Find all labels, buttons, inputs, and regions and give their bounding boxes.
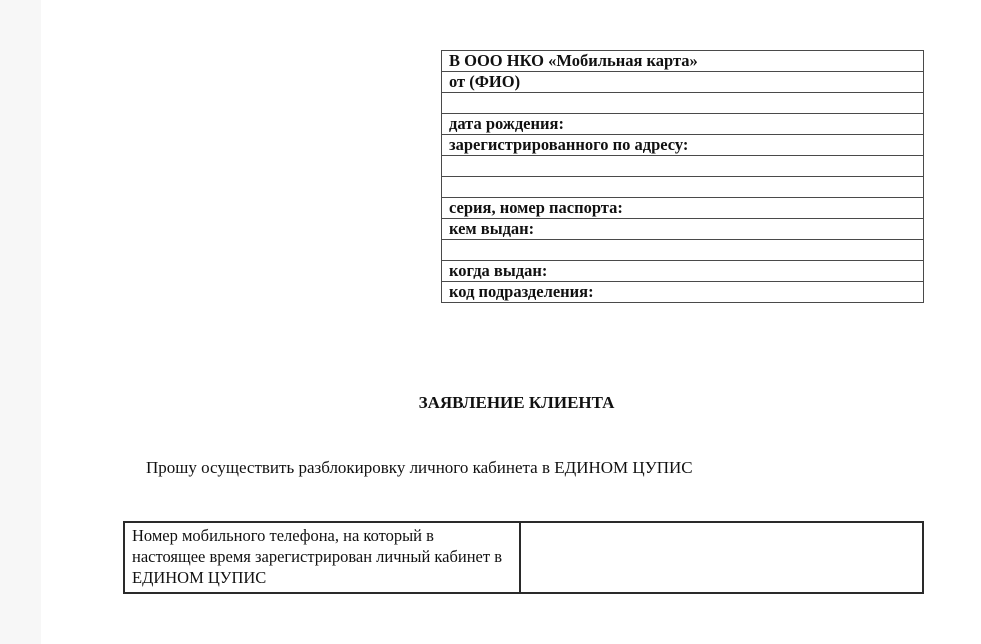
fio-blank-line — [442, 93, 924, 114]
header-row-address-blank-2 — [442, 177, 924, 198]
address-blank-line — [442, 177, 924, 198]
header-row-address — [442, 135, 924, 156]
request-text: Прошу осуществить разблокировку личного кабинета в ЕДИНОМ ЦУПИС — [146, 458, 693, 477]
header-row-issue-date — [442, 261, 924, 282]
phone-number-table — [123, 521, 924, 594]
issued-by-field: кем выдан: — [442, 219, 924, 240]
address-blank-line — [442, 156, 924, 177]
phone-number-row — [124, 522, 923, 593]
phone-number-value — [520, 522, 923, 593]
issued-by-blank-line — [442, 240, 924, 261]
issue-date-field: когда выдан: — [442, 261, 924, 282]
address-field: зарегистрированного по адресу: — [442, 135, 924, 156]
division-code-field: код подразделения: — [442, 282, 924, 303]
header-row-recipient — [442, 51, 924, 72]
applicant-details-table — [441, 50, 924, 303]
birth-date-field: дата рождения: — [442, 114, 924, 135]
header-row-passport — [442, 198, 924, 219]
header-row-division-code — [442, 282, 924, 303]
passport-number-field: серия, номер паспорта: — [442, 198, 924, 219]
from-fio-field: от (ФИО) — [442, 72, 924, 93]
header-row-fio-blank — [442, 93, 924, 114]
phone-number-label: Номер мобильного телефона, на который в настоящее время зарегистрирован личный кабинет в ЕДИНОМ ЦУПИС — [124, 522, 520, 593]
recipient-field: В ООО НКО «Мобильная карта» — [442, 51, 924, 72]
document-title: ЗАЯВЛЕНИЕ КЛИЕНТА — [418, 393, 615, 412]
header-row-issued-by — [442, 219, 924, 240]
header-row-birth-date — [442, 114, 924, 135]
header-row-issued-by-blank — [442, 240, 924, 261]
header-row-from — [442, 72, 924, 93]
header-row-address-blank-1 — [442, 156, 924, 177]
